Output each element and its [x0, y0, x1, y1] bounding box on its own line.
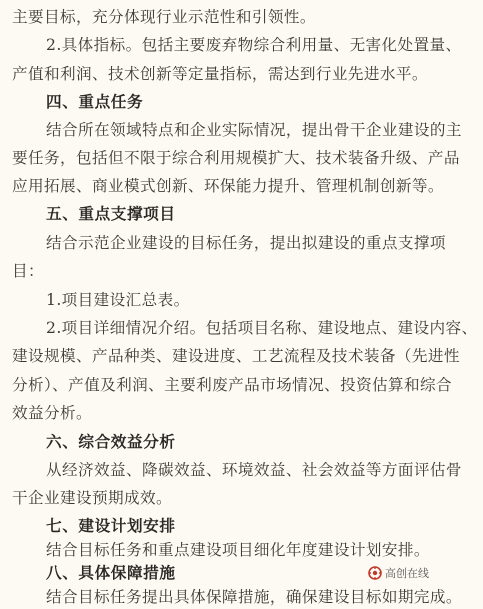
section-heading: 五、重点支撑项目: [46, 205, 176, 223]
text-line: 建设规模、产品种类、建设进度、工艺流程及技术装备（先进性: [12, 347, 460, 365]
text-line: 从经济效益、降碳效益、环境效益、社会效益等方面评估骨: [46, 461, 462, 479]
section-heading: 四、重点任务: [46, 93, 144, 111]
text-line: 2.项目详细情况介绍。包括项目名称、建设地点、建设内容、: [46, 319, 478, 337]
text-line: 结合目标任务和重点建设项目细化年度建设计划安排。: [46, 541, 430, 559]
text-line: 目：: [12, 262, 44, 280]
watermark: [368, 565, 429, 581]
watermark-text: 高创在线: [385, 567, 429, 580]
gear-logo-icon: [368, 566, 382, 580]
text-line: 1.项目建设汇总表。: [46, 291, 190, 309]
text-line: 应用拓展、商业模式创新、环保能力提升、管理机制创新等。: [12, 177, 444, 195]
text-line: 2.具体指标。包括主要废弃物综合利用量、无害化处置量、: [46, 36, 462, 54]
text-line: 分析）、产值及利润、主要利废产品市场情况、投资估算和综合: [12, 376, 453, 394]
section-heading: 六、综合效益分析: [46, 433, 176, 451]
section-heading: 七、建设计划安排: [46, 517, 176, 535]
text-line: 效益分析。: [12, 404, 92, 422]
text-line: 结合所在领域特点和企业实际情况，提出骨干企业建设的主: [46, 121, 462, 139]
text-line: 产值和利润、技术创新等定量指标，需达到行业先进水平。: [12, 65, 428, 83]
text-line: 结合目标任务提出具体保障措施，确保建设目标如期完成。: [46, 588, 462, 606]
text-line: 干企业建设预期成效。: [12, 489, 172, 507]
text-line: 结合示范企业建设的目标任务，提出拟建设的重点支撑项: [46, 234, 446, 252]
text-line: 要任务，包括但不限于综合利用规模扩大、技术装备升级、产品: [12, 149, 460, 167]
section-heading: 八、具体保障措施: [46, 564, 176, 582]
text-line: 主要目标，充分体现行业示范性和引领性。: [12, 8, 316, 26]
